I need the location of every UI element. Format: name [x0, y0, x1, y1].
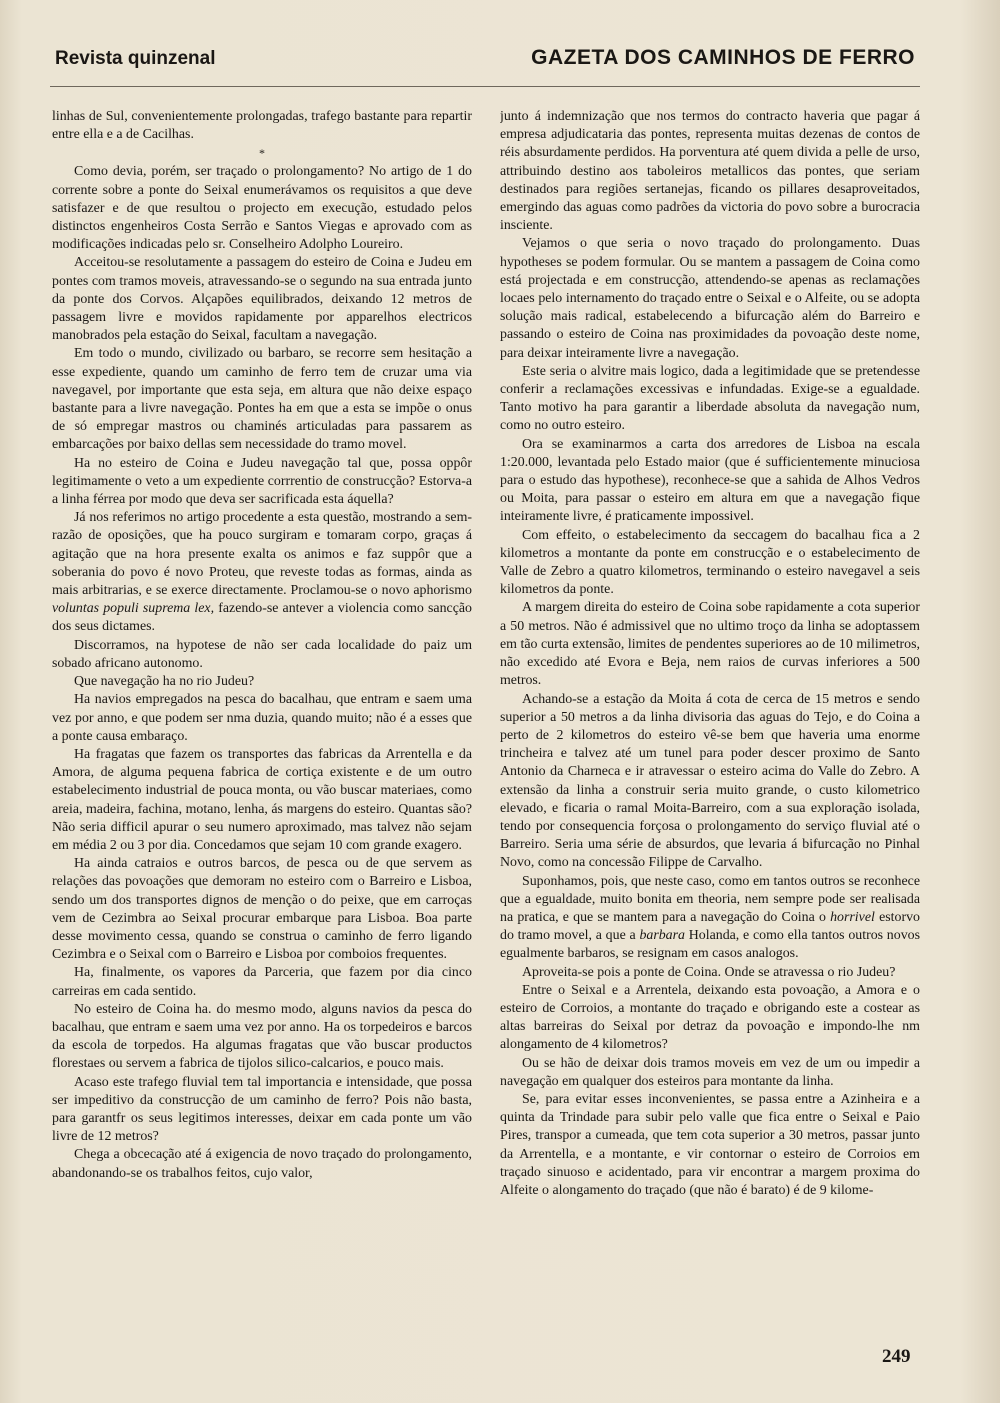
paragraph: Ora se examinarmos a carta dos arredores de Lisboa na escala 1:20.000, levantada pelo Estado maior (que é sufficientemente minuciosa para o estudo das hypothese), reconhece-se que a sahida de Alhos Vedros ou Moita, para passar o esteiro em altura em que a navegação fique inteiramente livre, é praticamente impossivel.	[500, 436, 920, 525]
paragraph: Este seria o alvitre mais logico, dada a legitimidade que se pretendesse conferir a reclamações excessivas e infundadas. Exige-se a egualdade. Tanto motivo ha para garantir a liberdade absoluta da navegação num, como no outro esteiro.	[500, 363, 920, 434]
header-left: Revista quinzenal	[55, 48, 216, 69]
latin-phrase: voluntas populi suprema lex,	[52, 601, 215, 617]
paragraph-text: Holanda, e como ella tantos outros novos egualmente barbaros, se resignam em casos analogos.	[500, 928, 920, 962]
paragraph-text: Já nos referimos no artigo procedente a esta questão, mostrando a sem-razão de oposições, que ha pouco surgiram e tomaram corpo, graças á agitação que na hora presente exalta os animos e faz suppôr que a soberania do povo é novo Proteu, que reveste todas as formas, ainda as mais arbitrarias, e se exerce directamente. Proclamou-se o novo aphorismo	[52, 510, 472, 599]
paragraph: Ha ainda catraios e outros barcos, de pesca ou de que servem as relações das povoações que demoram no esteiro com o Barreiro e Lisboa, sendo um dos transportes dignos de menção o do peixe, que em carroças vem de Cezimbra ao Seixal procurar embarque para Lisboa. Boa parte desse movimento cessa, quando se construa o caminho de ferro ligando Cezimbra e o Seixal com o Barreiro e Lisboa por comboios frequentes.	[52, 856, 472, 963]
paragraph: No esteiro de Coina ha. do mesmo modo, alguns navios da pesca do bacalhau, que entram e saem uma vez por anno. Ha os torpedeiros e barcos da escola de torpedos. Ha algumas fragatas que vão buscar productos florestaes ou servem a fabrica de tijolos silico-calcarios, e pouco mais.	[52, 1001, 472, 1072]
paragraph: Como devia, porém, ser traçado o prolongamento? No artigo de 1 do corrente sobre a ponte do Seixal enumerávamos os requisitos a que deve satisfazer e de que resultou o projecto em execução, estudado pelos distinctos engenheiros Costa Serrão e Santos Viegas e aprovado com as modificações indicadas pelo sr. Conselheiro Adolpho Loureiro.	[52, 164, 472, 253]
paragraph: Ha no esteiro de Coina e Judeu navegação tal que, possa oppôr legitimamente o veto a um expediente corrrentio de construcção? Estorva-a a linha férrea por modo que deva ser sacrificada esta áquella?	[52, 455, 472, 508]
paragraph: Achando-se a estação da Moita á cota de cerca de 15 metros e sendo superior a 50 metros a da linha divisoria das aguas do Tejo, e do Coina a perto de 2 kilometros do esteiro vê-se bem que haveria uma enorme trincheira e talvez até um tunel para poder descer proximo de Santo Antonio da Charneca e ir atravessar o esteiro acima do Valle do Zebro. A extensão da linha a construir seria muito grande, o custo kilometrico elevado, e ficaria o ramal Moita-Barreiro, com a sua exploração isolada, tendo por consequencia forçosa o prolongamento do serviço fluvial até o Barreiro. Seria uma série de absurdos, que levaria á bifurcação no Pinhal Novo, como na concessão Filippe de Carvalho.	[500, 691, 920, 871]
paragraph: Entre o Seixal e a Arrentela, deixando esta povoação, a Amora e o esteiro de Corroios, a montante do traçado e obrigando este a costear as altas barreiras do Seixal por detraz da povoação e impondo-lhe nm alongamento de 4 kilometros?	[500, 982, 920, 1053]
paragraph: Discorramos, na hypotese de não ser cada localidade do paiz um sobado africano autonomo.	[52, 637, 472, 671]
paragraph: Ha, finalmente, os vapores da Parceria, que fazem por dia cinco carreiras em cada sentido.	[52, 965, 472, 999]
page-number: 249	[882, 1346, 911, 1367]
left-column	[52, 108, 472, 1318]
paragraph: Acceitou-se resolutamente a passagem do esteiro de Coina e Judeu em pontes com tramos moveis, atravessando-se o segundo na sua entrada junto da ponte dos Corvos. Alçapões equilibrados, deixando 12 metros de passagem livre e movidos rapidamente por apparelhos electricos manobrados pela estação do Seixal, facultam a navegação.	[52, 255, 472, 344]
paragraph-text: estorvo do tramo movel, a que a	[500, 909, 920, 944]
paragraph: Se, para evitar esses inconvenientes, se passa entre a Azinheira e a quinta da Trindade para subir pelo valle que fica entre o Seixal e Paio Pires, transpor a cumeada, que tem cota superior a 30 metros, passar junto da Arrentella, e a montante, e vir contornar o esteiro de Corroios em traçado sinuoso e acidentado, para vir encontrar a margem proxima do Alfeite o alongamento do traçado (que não é barato) é de 9 kilome-	[500, 1091, 920, 1198]
paragraph: Acaso este trafego fluvial tem tal importancia e intensidade, que possa ser impeditivo da construcção de um caminho de ferro? Pois não basta, para garantfr os seus legitimos interesses, deixar em cada ponte um vão livre de 12 metros?	[52, 1074, 472, 1145]
paragraph: A margem direita do esteiro de Coina sobe rapidamente a cota superior a 50 metros. Não é admissivel que no ultimo troço da linha se adoptassem em tão curta extensão, limites de pendentes superiores ao de 10 milimetros, não excedido até Evora e Beja, nem raios de curvas inferiores a 500 metros.	[500, 600, 920, 689]
paragraph-text: fazendo-se antever a violencia como sancção dos seus dictames.	[52, 601, 472, 635]
paragraph: junto á indemnização que nos termos do contracto haveria que pagar á empresa adjudicataria das pontes, representa muitas dezenas de contos de réis absurdamente perdidos. Ha porventura até quem divida a pelle de urso, attribuindo destino aos taboleiros metallicos das pontes, que seriam destinados para regiões sertanejas, ficando os pillares desaproveitados, emergindo das aguas como padrões da victoria do povo sobre a burocracia insciente.	[500, 109, 920, 234]
section-separator: *	[259, 146, 265, 161]
paragraph: Ha navios empregados na pesca do bacalhau, que entram e saem uma vez por anno, e que podem ser nma duzia, quando muito; não é a esses que a ponte causa embaraço.	[52, 692, 472, 744]
paragraph: Que navegação ha no rio Judeu?	[74, 674, 255, 690]
paragraph	[52, 509, 472, 636]
right-column	[500, 108, 920, 1318]
paragraph: linhas de Sul, convenientemente prolongadas, trafego bastante para repartir entre ella e a de Cacilhas.	[52, 109, 472, 143]
italic-word: barbara	[639, 928, 685, 944]
paragraph: Aproveita-se pois a ponte de Coina. Onde se atravessa o rio Judeu?	[522, 964, 896, 980]
paragraph: Ha fragatas que fazem os transportes das fabricas da Arrentella e da Amora, de alguma pequena fabrica de cortiça existente e de um outro estabelecimento industrial de pouca monta, ou vão buscar materiaes, como areia, madeira, fachina, motano, lenha, ás margens do esteiro. Quantas são? Não seria difficil apurar o seu numero aproximado, mas talvez não sejam em média 2 ou 3 por dia. Concedamos que sejam 10 com grande exagero.	[52, 746, 472, 853]
header-right: GAZETA DOS CAMINHOS DE FERRO	[531, 46, 915, 69]
paragraph: Com effeito, o estabelecimento da seccagem do bacalhau fica a 2 kilometros a montante da ponte em construcção e o estabelecimento de Valle de Zebro a quatro kilometros, terminando o esteiro navegavel a seis kilometros da ponte.	[500, 527, 920, 598]
paragraph-text: Suponhamos, pois, que neste caso, como em tantos outros se reconhece que a egualdade, muito bonita em theoria, nem sempre pode ser realisada na pratica, e que se mantem para a navegação do Coina o	[500, 873, 920, 925]
paragraph: Vejamos o que seria o novo traçado do prolongamento. Duas hypotheses se podem formular. Ou se mantem a passagem de Coina como está projectada e em construcção, attendendo-se apenas as reclamações locaes pelo internamento do traçado entre o Seixal e o Alfeite, ou se adopta solução mais radical, estabelecendo a bifurcação além do Barreiro e passando o esteiro de Coina nas proximidades da povoação deste nome, para deixar inteiramente livre a navegação.	[500, 236, 920, 361]
paragraph: Chega a obcecação até á exigencia de novo traçado do prolongamento, abandonando-se os trabalhos feitos, cujo valor,	[52, 1147, 472, 1181]
running-header	[55, 46, 915, 76]
italic-word: horrivel	[830, 909, 875, 925]
header-rule	[50, 86, 920, 87]
paragraph: Ou se hão de deixar dois tramos moveis em vez de um ou impedir a navegação em qualquer dos esteiros para montante da linha.	[500, 1055, 920, 1089]
paragraph	[500, 873, 920, 964]
paragraph: Em todo o mundo, civilizado ou barbaro, se recorre sem hesitação a esse expediente, quando um caminho de ferro tem de cruzar uma via navegavel, por importante que esta seja, em altura que não deixe espaço bastante para a livre navegação. Pontes ha em que a esta se impõe o onus de só empregar mastros ou chaminés articuladas para passarem as embarcações por baixo dellas sem necessidade do tramo movel.	[52, 346, 472, 453]
